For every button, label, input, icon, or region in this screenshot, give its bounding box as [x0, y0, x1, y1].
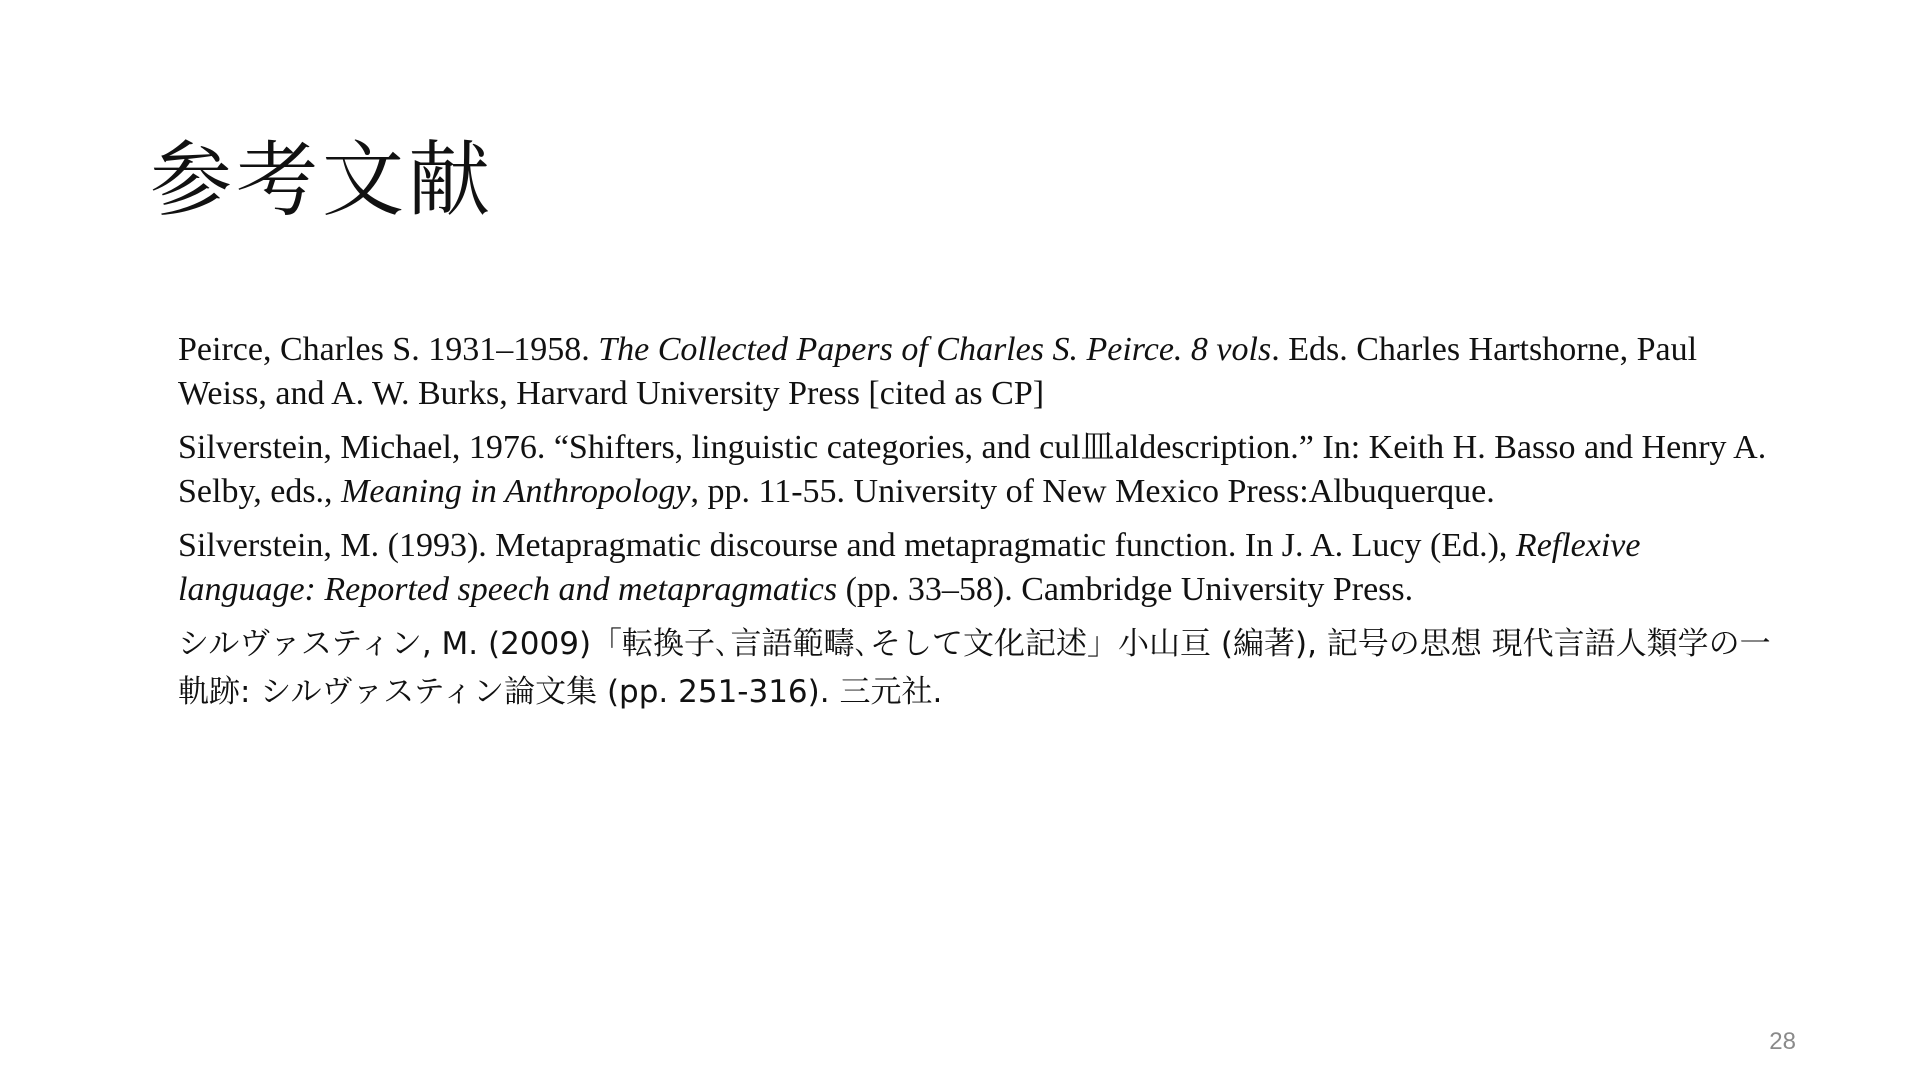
reference-text: Silverstein, Michael, 1976. “Shifters, linguistic categories, and cul皿aldescription.” In: Keith H. Basso and Henry A. Selby, eds., [178, 429, 1767, 510]
reference-item [178, 426, 1778, 514]
reference-text: Peirce, Charles S. 1931–1958. [178, 331, 599, 368]
reference-item [178, 328, 1778, 416]
reference-work-title: Meaning in Anthropology [341, 473, 691, 510]
slide-title: 参考文献 [150, 133, 495, 228]
reference-text: (pp. 33–58). Cambridge University Press. [837, 571, 1414, 608]
reference-text: . Eds. Charles Hartshorne, Paul Weiss, and A. W. Burks, Harvard University Press [cited as CP] [178, 331, 1698, 412]
reference-item [178, 524, 1778, 612]
reference-list [178, 328, 1778, 726]
reference-work-title: The Collected Papers of Charles S. Peirce. 8 vols [598, 331, 1272, 368]
reference-item [178, 620, 1778, 716]
reference-text: Silverstein, M. (1993). Metapragmatic discourse and metapragmatic function. In J. A. Lucy (Ed.), [178, 527, 1516, 564]
page-number: 28 [1769, 1028, 1796, 1055]
reference-work-title: Reflexive language: Reported speech and metapragmatics [178, 527, 1641, 608]
reference-text: , pp. 11-55. University of New Mexico Press:Albuquerque. [690, 473, 1495, 510]
reference-text: シルヴァスティン, M. (2009)「転換子､言語範疇､そして文化記述」小山亘 (編著), 記号の思想 現代言語人類学の一軌跡: シルヴァスティン論文集 (pp. 251-316). 三元社. [178, 626, 1771, 710]
